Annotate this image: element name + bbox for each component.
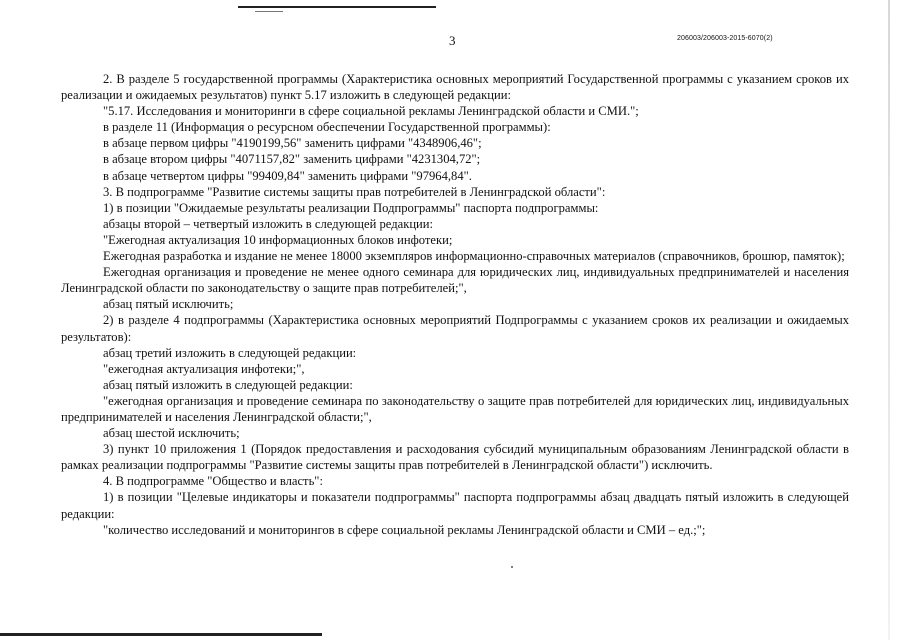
paragraph-appendix-1: 3) пункт 10 приложения 1 (Порядок предоставления и расходования субсидий муниципальным образованиям Ленинградской области в рамках реализации подпрограммы "Развитие системы защиты прав потребителей в Ленинградской области") исключить. xyxy=(61,442,849,473)
scan-speck xyxy=(511,566,513,568)
paragraph-research-count: "количество исследований и мониторингов в сфере социальной рекламы Ленинградской области и СМИ – ед.;"; xyxy=(103,522,706,537)
paragraph-subprogram-society: 4. В подпрограмме "Общество и власть": xyxy=(103,474,323,489)
scan-edge-top-mark xyxy=(255,11,283,12)
page-number: 3 xyxy=(449,33,456,48)
paragraph-seminar: Ежегодная организация и проведение не менее одного семинара для юридических лиц, индивидуальных предпринимателей и населения Ленинградской области по законодательству о защите прав потребителей;", xyxy=(61,265,849,296)
paragraph-section-5: 2. В разделе 5 государственной программы (Характеристика основных мероприятий Государственной программы с указанием сроков их реализации и ожидаемых результатов) пункт 5.17 изложить в следующей редакции: xyxy=(61,72,849,103)
scan-edge-top xyxy=(238,6,436,8)
paragraph-section-11: в разделе 11 (Информация о ресурсном обеспечении Государственной программы): xyxy=(103,120,551,135)
paragraph-abzac-5: абзац пятый изложить в следующей редакции: xyxy=(103,377,353,392)
paragraph-abzac-4: в абзаце четвертом цифры "99409,84" заменить цифрами "97964,84". xyxy=(103,168,472,183)
scan-edge-bottom xyxy=(0,633,322,636)
paragraph-abzac-1: в абзаце первом цифры "4190199,56" заменить цифрами "4348906,46"; xyxy=(103,136,482,151)
paragraph-abzac-5-exclude: абзац пятый исключить; xyxy=(103,297,234,312)
paragraph-publications: Ежегодная разработка и издание не менее 18000 экземпляров информационно-справочных материалов (справочников, брошюр, памяток); xyxy=(103,249,845,264)
document-body xyxy=(61,71,849,538)
paragraph-item-5-17: "5.17. Исследования и мониторинги в сфере социальной рекламы Ленинградской области и СМИ."; xyxy=(103,104,639,119)
document-code: 206003/206003-2015-6070(2) xyxy=(677,35,773,42)
paragraph-target-indicators: 1) в позиции "Целевые индикаторы и показатели подпрограммы" паспорта подпрограммы абзац двадцать пятый изложить в следующей редакции: xyxy=(61,490,849,521)
paragraph-section-4: 2) в разделе 4 подпрограммы (Характеристика основных мероприятий Подпрограммы с указанием сроков их реализации и ожидаемых результатов): xyxy=(61,313,849,344)
paragraph-abzacy-2-4: абзацы второй – четвертый изложить в следующей редакции: xyxy=(103,216,434,231)
paragraph-seminar-lower: "ежегодная организация и проведение семинара по законодательству о защите прав потребителей для юридических лиц, индивидуальных предпринимателей и населения Ленинградской области;", xyxy=(61,393,849,424)
paragraph-expected-results: 1) в позиции "Ожидаемые результаты реализации Подпрограммы" паспорта подпрограммы: xyxy=(103,200,599,215)
paragraph-subprogram-consumer: 3. В подпрограмме "Развитие системы защиты прав потребителей в Ленинградской области": xyxy=(103,184,606,199)
paragraph-abzac-2: в абзаце втором цифры "4071157,82" заменить цифрами "4231304,72"; xyxy=(103,152,481,167)
paragraph-abzac-6-exclude: абзац шестой исключить; xyxy=(103,426,240,441)
paragraph-infoteka-lower: "ежегодная актуализация инфотеки;", xyxy=(103,361,305,376)
paragraph-infoteka: "Ежегодная актуализация 10 информационных блоков инфотеки; xyxy=(103,232,453,247)
scan-edge-right xyxy=(888,0,890,640)
paragraph-abzac-3: абзац третий изложить в следующей редакции: xyxy=(103,345,357,360)
